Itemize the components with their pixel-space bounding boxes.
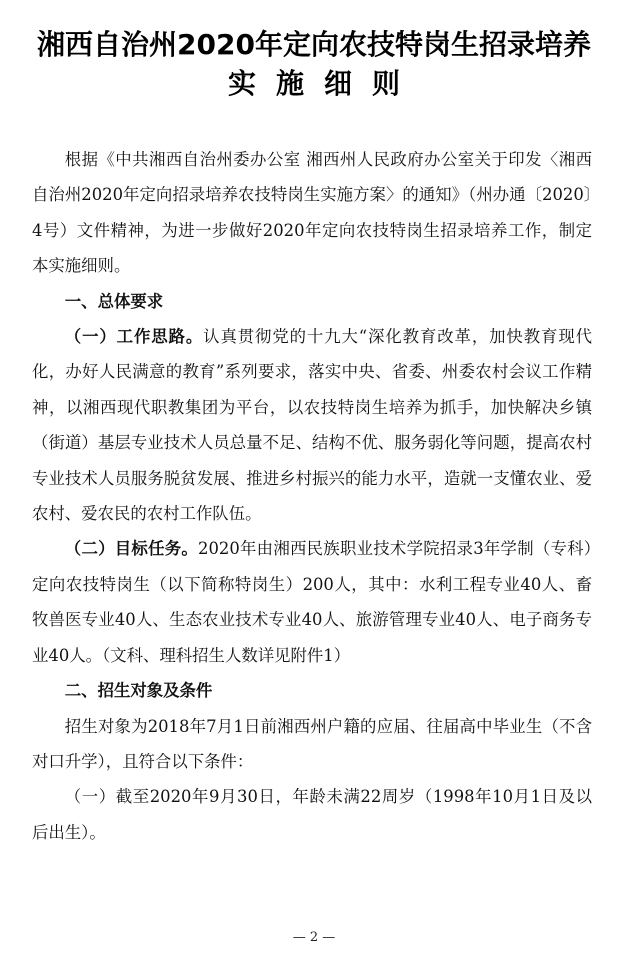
section2-heading: 二、招生对象及条件 (64, 681, 213, 701)
section1-heading: 一、总体要求 (64, 291, 164, 311)
section2-intro-paragraph: 招生对象为2018年7月1日前湘西州户籍的应届、往届高中毕业生（不含对口升学），且符合以下条件： (32, 716, 592, 771)
document-body (32, 142, 592, 850)
item2-text: 2020年由湘西民族职业技术学院招录3年学制（专科）定向农技特岗生（以下简称特岗生）200人，其中：水利工程专业40人、畜牧兽医专业40人、生态农业技术专业40人、旅游管理专业40人、电子商务专业40人。（文科、理科招生人数详见附件1） (32, 539, 592, 665)
document-title-line1: 湘西自治州2020年定向农技特岗生招录培养 (37, 28, 591, 61)
item3-paragraph: （一）截至2020年9月30日，年龄未满22周岁（1998年10月1日及以后出生）。 (32, 787, 592, 842)
item2-paragraph (32, 531, 592, 673)
item1-lead: （一）工作思路。 (64, 327, 204, 347)
intro-paragraph: 根据《中共湘西自治州委办公室 湘西州人民政府办公室关于印发〈湘西自治州2020年定向招录培养农技特岗生实施方案〉的通知》（州办通〔2020〕4号）文件精神，为进一步做好2020年定向农技特岗生招录培养工作，制定本实施细则。 (32, 150, 592, 276)
item1-text: 认真贯彻党的十九大“深化教育改革，加快教育现代化，办好人民满意的教育”系列要求，落实中央、省委、州委农村会议工作精神，以湘西现代职教集团为平台，以农技特岗生培养为抓手，加快解决乡镇（街道）基层专业技术人员总量不足、结构不优、服务弱化等问题，提高农村专业技术人员服务脱贫发展、推进乡村振兴的能力水平，造就一支懂农业、爱农村、爱农民的农村工作队伍。 (32, 327, 592, 524)
page-number: — 2 — (292, 930, 336, 945)
item2-lead: （二）目标任务。 (64, 539, 199, 559)
item1-paragraph (32, 319, 592, 531)
document-title-line2: 实施细则 (227, 67, 420, 100)
